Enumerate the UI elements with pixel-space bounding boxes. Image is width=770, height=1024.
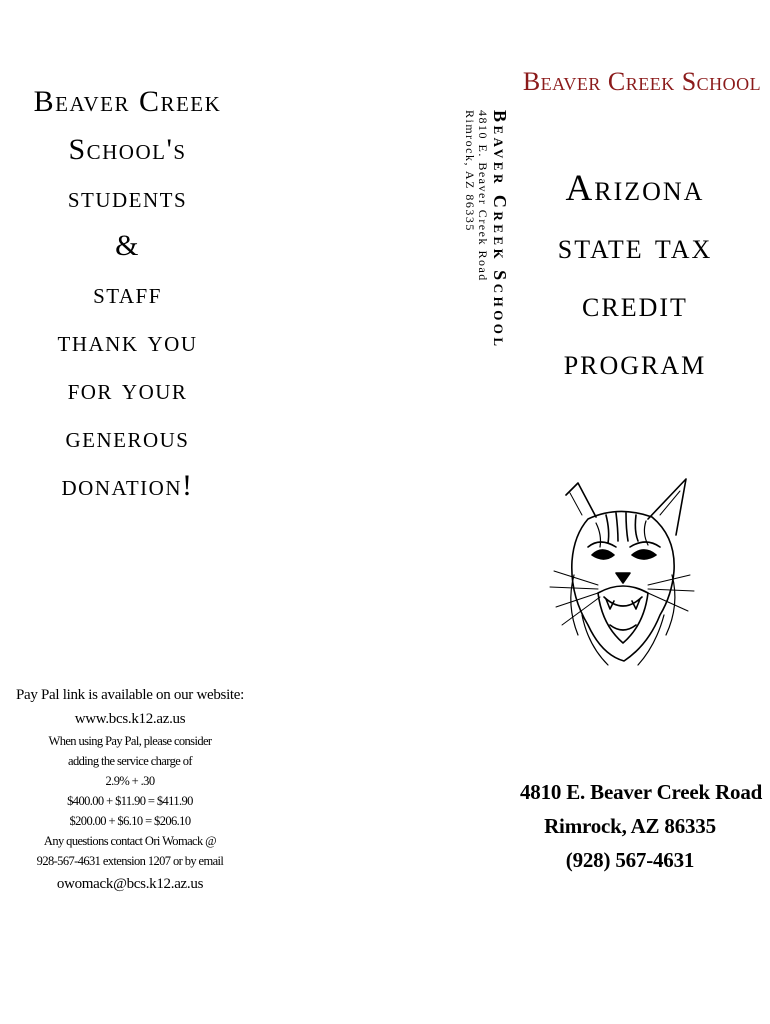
website-link[interactable]: www.bcs.k12.az.us [74,711,186,727]
title-line: state tax [557,226,713,267]
thanks-line: School's [68,133,187,166]
program-title [520,160,750,392]
thanks-line: Beaver Creek [33,85,222,118]
service-charge: 2.9% + .30 [105,774,155,788]
thanks-line: staff [93,277,162,310]
spine-mailing-label [413,110,511,350]
paypal-info [0,683,260,897]
thank-you-message [0,78,255,510]
thanks-line: donation! [61,469,194,502]
school-name-header: Beaver Creek School [522,67,762,96]
paypal-availability: Pay Pal link is available on our website: [15,687,245,703]
address-city: Rimrock, AZ 86335 [544,814,716,838]
spine-school-name: Beaver Creek School [490,110,510,350]
thanks-line: & [115,229,140,262]
contact-email[interactable]: owomack@bcs.k12.az.us [56,876,204,892]
thanks-line: students [67,181,188,214]
spine-street: 4810 E. Beaver Creek Road [476,110,490,282]
address-street: 4810 E. Beaver Creek Road [520,780,763,804]
thanks-line: thank you [57,325,198,358]
contact-note: Any questions contact Ori Womack @ [43,834,217,848]
title-line: credit [582,284,688,325]
paypal-note: When using Pay Pal, please consider [48,734,212,748]
thanks-line: generous [65,421,190,454]
title-line: Arizona [565,168,705,209]
school-address [520,775,763,877]
bobcat-mascot-icon [548,475,698,685]
address-phone: (928) 567-4631 [565,848,695,872]
spine-city: Rimrock, AZ 86335 [463,110,477,232]
title-line: program [563,342,707,383]
paypal-note: adding the service charge of [68,754,192,768]
charge-example: $400.00 + $11.90 = $411.90 [67,794,193,808]
charge-example: $200.00 + $6.10 = $206.10 [69,814,191,828]
thanks-line: for your [67,373,188,406]
contact-phone: 928-567-4631 extension 1207 or by email [36,854,224,868]
